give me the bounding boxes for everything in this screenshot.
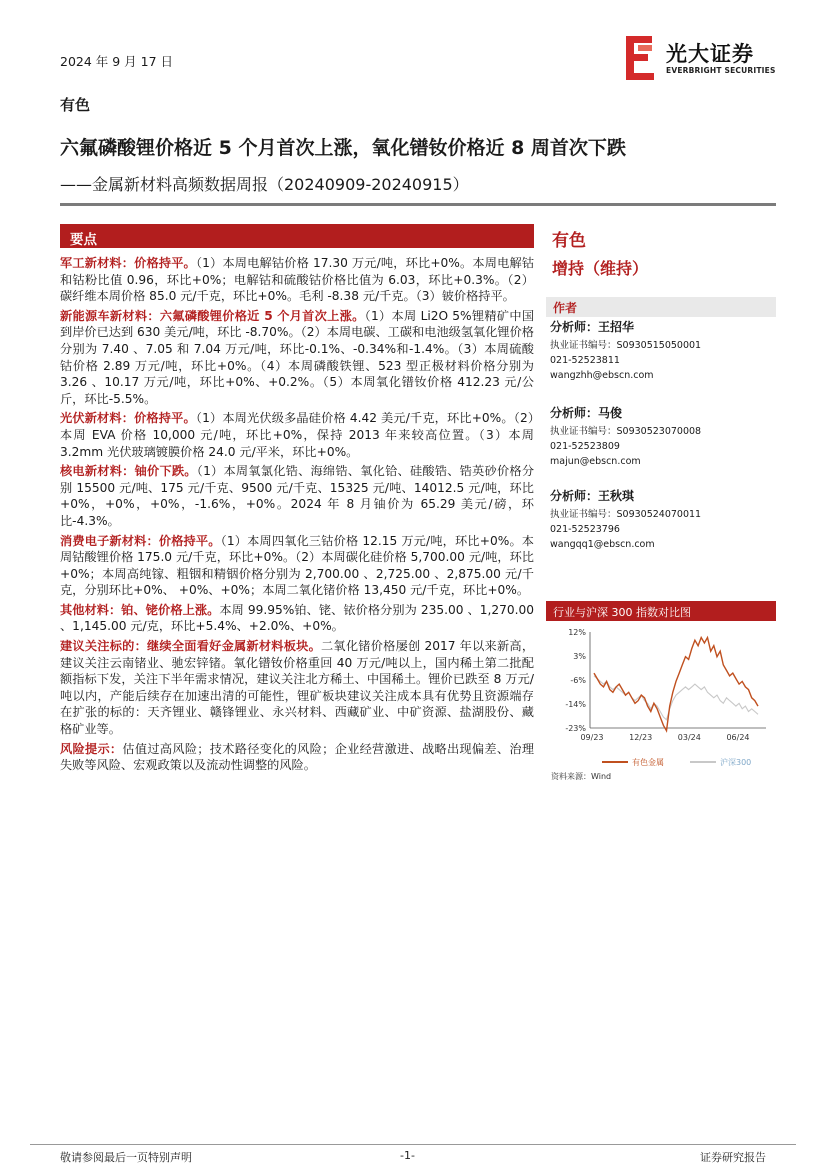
chart-series-line [594, 638, 758, 731]
key-points-label: 要点 [70, 232, 97, 248]
analyst-card [550, 404, 776, 469]
analyst-cert: 执业证书编号：S0930523070008 [550, 426, 702, 437]
chart-y-tick-label: -14% [565, 700, 586, 709]
logo-text-en: EVERBRIGHT SECURITIES [666, 66, 776, 75]
chart-x-tick-label: 09/23 [580, 733, 604, 742]
authors-label: 作者 [553, 301, 578, 315]
paragraph-recommend [60, 638, 534, 738]
footer-divider [30, 1144, 796, 1145]
analyst-name: 分析师：王秋琪 [550, 489, 635, 503]
footer-report-type: 证券研究报告 [700, 1151, 766, 1164]
paragraph-text: （1）本周 Li2O 5%锂精矿中国到岸价已达到 630 美元/吨，环比 -8.70%。（2）本周电碳、工碳和电池级氢氧化锂价格分别为 7.40 、7.05 和 7.04 万元/吨，环比-0.1%、-0.34%和-1.4%。（3）本周硫酸钴价格 2.89 万元/吨，环比+0%。（4）本周磷酸铁锂、523 型正极材料价格分别为 3.26 、10.17 万元/吨，环比+0%、+0.2%。（5）本周氧化镨钕价格 412.23 元/公斤，环比-5.5%。 [60, 308, 535, 406]
report-subtitle: ——金属新材料高频数据周报（20240909-20240915） [60, 175, 469, 194]
analyst-email[interactable]: wangzhh@ebscn.com [550, 370, 654, 381]
footer-disclaimer: 敬请参阅最后一页特别声明 [60, 1151, 192, 1164]
paragraph-text: （1）本周电解钴价格 17.30 万元/吨，环比+0%。本周电解钴和钴粉比值 0.96，环比+0%；电解钴和硫酸钴价格比值为 6.03，环比+0.3%。（2）碳纤维本周价格 85.0 元/千克，环比+0%。毛利 -8.38 元/千克。（3）铍价格持平。 [60, 256, 535, 304]
paragraph-lead: 消费电子新材料：价格持平。 [60, 533, 221, 548]
paragraph-other [60, 602, 534, 635]
analyst-card [550, 487, 776, 552]
index-comparison-chart [546, 624, 776, 784]
logo-text-cn: 光大证券 [666, 42, 754, 66]
paragraph-ev [60, 308, 534, 408]
paragraph-text: （1）本周氧氯化锆、海绵锆、氧化铪、硅酸锆、锆英砂价格分别 15500 元/吨、175 元/千克、9500 元/千克、15325 元/吨、14012.5 元/吨，环比+0%，+0%，+0%，-1.6%，+0%。2024 年 8 月铀价为 65.29 美元/磅，环比-4.3%。 [60, 464, 535, 528]
title-divider [60, 203, 776, 206]
chart-y-tick-label: -23% [565, 724, 586, 733]
paragraph-pv [60, 410, 534, 460]
chart-legend-label: 有色金属 [632, 758, 664, 767]
analyst-email[interactable]: majun@ebscn.com [550, 456, 641, 467]
analyst-phone: 021-52523809 [550, 441, 620, 452]
paragraph-lead: 军工新材料：价格持平。 [60, 256, 196, 270]
report-date: 2024 年 9 月 17 日 [60, 54, 174, 69]
rating-label: 增持（维持） [552, 259, 649, 278]
paragraph-consumer [60, 533, 534, 599]
analyst-name: 分析师：王招华 [550, 320, 635, 334]
chart-legend-label: 沪深300 [720, 758, 752, 767]
paragraph-text: 估值过高风险；技术路径变化的风险；企业经营激进、战略出现偏差、治理失败等风险、宏观政策以及流动性调整的风险。 [60, 741, 535, 773]
analyst-phone: 021-52523811 [550, 355, 620, 366]
paragraph-lead: 其他材料：铂、铑价格上涨。 [60, 602, 220, 617]
chart-y-tick-label: 3% [573, 652, 586, 661]
paragraph-text: 二氧化锗价格屡创 2017 年以来新高，建议关注云南锗业、驰宏锌锗。氧化镨钕价格重回 40 万元/吨以上，国内稀土第二批配额指标下发，关注下半年需求情况，建议关注北方稀土、中国稀土。锂价已跌至 8 万元/吨以内，产能后续存在加速出清的可能性，锂矿板块建议关注成本具有优势且资源端存在扩张的标的：天齐锂业、赣锋锂业、永兴材料、西藏矿业、中矿资源、盐湖股份、藏格矿业等。 [60, 639, 535, 737]
analyst-name: 分析师：马俊 [550, 406, 623, 420]
paragraph-lead: 核电新材料：铀价下跌。 [60, 464, 197, 479]
analyst-email[interactable]: wangqq1@ebscn.com [550, 539, 655, 550]
chart-x-tick-label: 03/24 [677, 733, 701, 742]
paragraph-risk [60, 741, 534, 774]
sector-label: 有色 [60, 96, 91, 114]
analyst-cert: 执业证书编号：S0930524070011 [550, 509, 702, 520]
chart-y-tick-label: 12% [568, 628, 586, 637]
paragraph-nuclear [60, 463, 534, 529]
authors-header [546, 297, 776, 317]
chart-x-tick-label: 12/23 [629, 733, 653, 742]
analyst-card [550, 318, 776, 383]
paragraph-text: （1）本周四氧化三钴价格 12.15 万元/吨，环比+0%。本周钴酸锂价格 175.0 元/千克，环比+0%。（2）本周碳化硅价格 5,700.00 元/吨，环比 +0%；本周高纯镓、粗铟和精铟价格分别为 2,700.00 、2,725.00 、2,875.00 元/千克，分别环比+0%、 +0%、+0%；本周二氧化锗价格 13,450 元/千克，环比+0%。 [60, 533, 534, 598]
analyst-cert: 执业证书编号：S0930515050001 [550, 340, 702, 351]
paragraph-text: （1）本周光伏级多晶硅价格 4.42 美元/千克，环比+0%。（2）本周 EVA 价格 10,000 元/吨，环比+0%，保持 2013 年来较高位置。（3）本周 3.2mm 光伏玻璃镀膜价格 24.0 元/平米，环比+0%。 [60, 411, 535, 459]
paragraph-lead: 建议关注标的：继续全面看好金属新材料板块。 [60, 639, 321, 654]
company-logo [626, 36, 786, 82]
sidebar-sector: 有色 [552, 231, 586, 251]
chart-y-tick-label: -6% [570, 676, 586, 685]
report-title: 六氟磷酸锂价格近 5 个月首次上涨，氧化镨钕价格近 8 周首次下跌 [60, 137, 626, 159]
chart-x-tick-label: 06/24 [726, 733, 750, 742]
paragraph-lead: 风险提示： [60, 741, 123, 756]
analyst-phone: 021-52523796 [550, 524, 620, 535]
paragraph-text: 本周 99.95%铂、铑、铱价格分别为 235.00 、1,270.00 、1,145.00 元/克，环比+5.4%、+2.0%、+0%。 [60, 602, 535, 634]
chart-source: 资料来源：Wind [551, 772, 612, 781]
paragraph-lead: 新能源车新材料：六氟磷酸锂价格近 5 个月首次上涨。 [60, 308, 365, 323]
key-points-body [60, 255, 534, 777]
paragraph-lead: 光伏新材料：价格持平。 [60, 411, 196, 426]
key-points-header [60, 224, 534, 248]
paragraph-military [60, 255, 534, 305]
page-number: -1- [400, 1149, 415, 1162]
everbright-logo-icon [626, 36, 656, 80]
chart-title: 行业与沪深 300 指数对比图 [553, 606, 691, 619]
